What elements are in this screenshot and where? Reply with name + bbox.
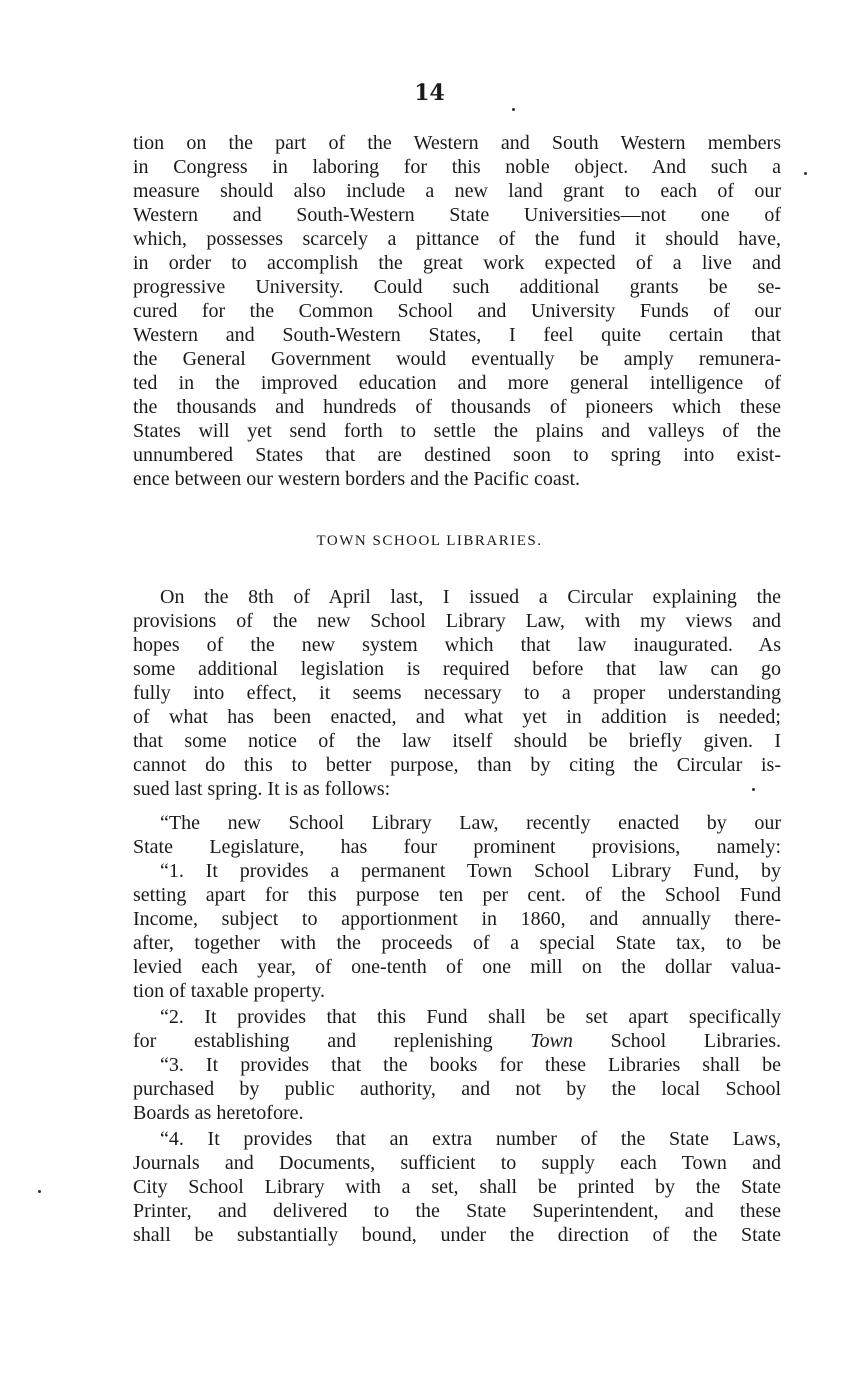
text-line: tion on the part of the Western and South Western members — [133, 132, 781, 154]
text-line: cannot do this to better purpose, than by citing the Circular is- — [133, 754, 781, 776]
text-line: in order to accomplish the great work expected of a live and — [133, 252, 781, 274]
text-line: ence between our western borders and the Pacific coast. — [133, 468, 581, 490]
text-line: States will yet send forth to settle the plains and valleys of the — [133, 420, 781, 442]
text-line: in Congress in laboring for this noble object. And such a — [133, 156, 781, 178]
print-speck — [804, 172, 807, 175]
text-line: cured for the Common School and University Funds of our — [133, 300, 781, 322]
text-line: Western and South-Western State Universities—not one of — [133, 204, 781, 226]
text-line: On the 8th of April last, I issued a Circular explaining the — [160, 586, 781, 608]
italic-word: Town — [530, 1030, 573, 1052]
text-line: hopes of the new system which that law inaugurated. As — [133, 634, 781, 656]
text-line: some additional legislation is required before that law can go — [133, 658, 781, 680]
text-span: for establishing and replenishing — [133, 1030, 493, 1052]
text-line: State Legislature, has four prominent provisions, namely: — [133, 836, 781, 858]
text-line: which, possesses scarcely a pittance of the fund it should have, — [133, 228, 781, 250]
text-line: ted in the improved education and more general intelligence of — [133, 372, 781, 394]
text-span: School Libraries. — [610, 1030, 782, 1052]
text-line: “1. It provides a permanent Town School Library Fund, by — [160, 860, 781, 882]
text-line: Journals and Documents, sufficient to supply each Town and — [133, 1152, 781, 1174]
text-line: the General Government would eventually be amply remunera- — [133, 348, 781, 370]
print-speck — [752, 788, 755, 791]
text-line: setting apart for this purpose ten per cent. of the School Fund — [133, 884, 781, 906]
text-line: that some notice of the law itself should be briefly given. I — [133, 730, 781, 752]
text-line: provisions of the new School Library Law, with my views and — [133, 610, 781, 632]
text-line: Income, subject to apportionment in 1860, and annually there- — [133, 908, 781, 930]
text-line: the thousands and hundreds of thousands of pioneers which these — [133, 396, 781, 418]
text-line: Western and South-Western States, I feel quite certain that — [133, 324, 781, 346]
text-line: Printer, and delivered to the State Superintendent, and these — [133, 1200, 781, 1222]
text-line: after, together with the proceeds of a special State tax, to be — [133, 932, 781, 954]
text-line: unnumbered States that are destined soon to spring into exist- — [133, 444, 781, 466]
text-line: measure should also include a new land grant to each of our — [133, 180, 781, 202]
text-line: levied each year, of one-tenth of one mill on the dollar valua- — [133, 956, 781, 978]
text-line: purchased by public authority, and not by the local School — [133, 1078, 781, 1100]
page-number: 14 — [414, 80, 445, 106]
text-line-with-italic — [133, 1029, 781, 1053]
text-line: “3. It provides that the books for these Libraries shall be — [160, 1054, 781, 1076]
text-line: tion of taxable property. — [133, 980, 325, 1002]
print-speck — [512, 108, 515, 111]
print-speck — [38, 1190, 41, 1193]
text-line: shall be substantially bound, under the direction of the State — [133, 1224, 781, 1246]
text-line: of what has been enacted, and what yet in addition is needed; — [133, 706, 781, 728]
text-line: “4. It provides that an extra number of the State Laws, — [160, 1128, 781, 1150]
text-line: progressive University. Could such additional grants be se- — [133, 276, 781, 298]
text-line: City School Library with a set, shall be printed by the State — [133, 1176, 781, 1198]
text-line: Boards as heretofore. — [133, 1102, 304, 1124]
text-line: “The new School Library Law, recently enacted by our — [160, 812, 781, 834]
section-heading: TOWN SCHOOL LIBRARIES. — [316, 533, 543, 549]
text-line: “2. It provides that this Fund shall be set apart specifically — [160, 1006, 781, 1028]
text-line: sued last spring. It is as follows: — [133, 778, 391, 800]
text-line: fully into effect, it seems necessary to a proper understanding — [133, 682, 781, 704]
